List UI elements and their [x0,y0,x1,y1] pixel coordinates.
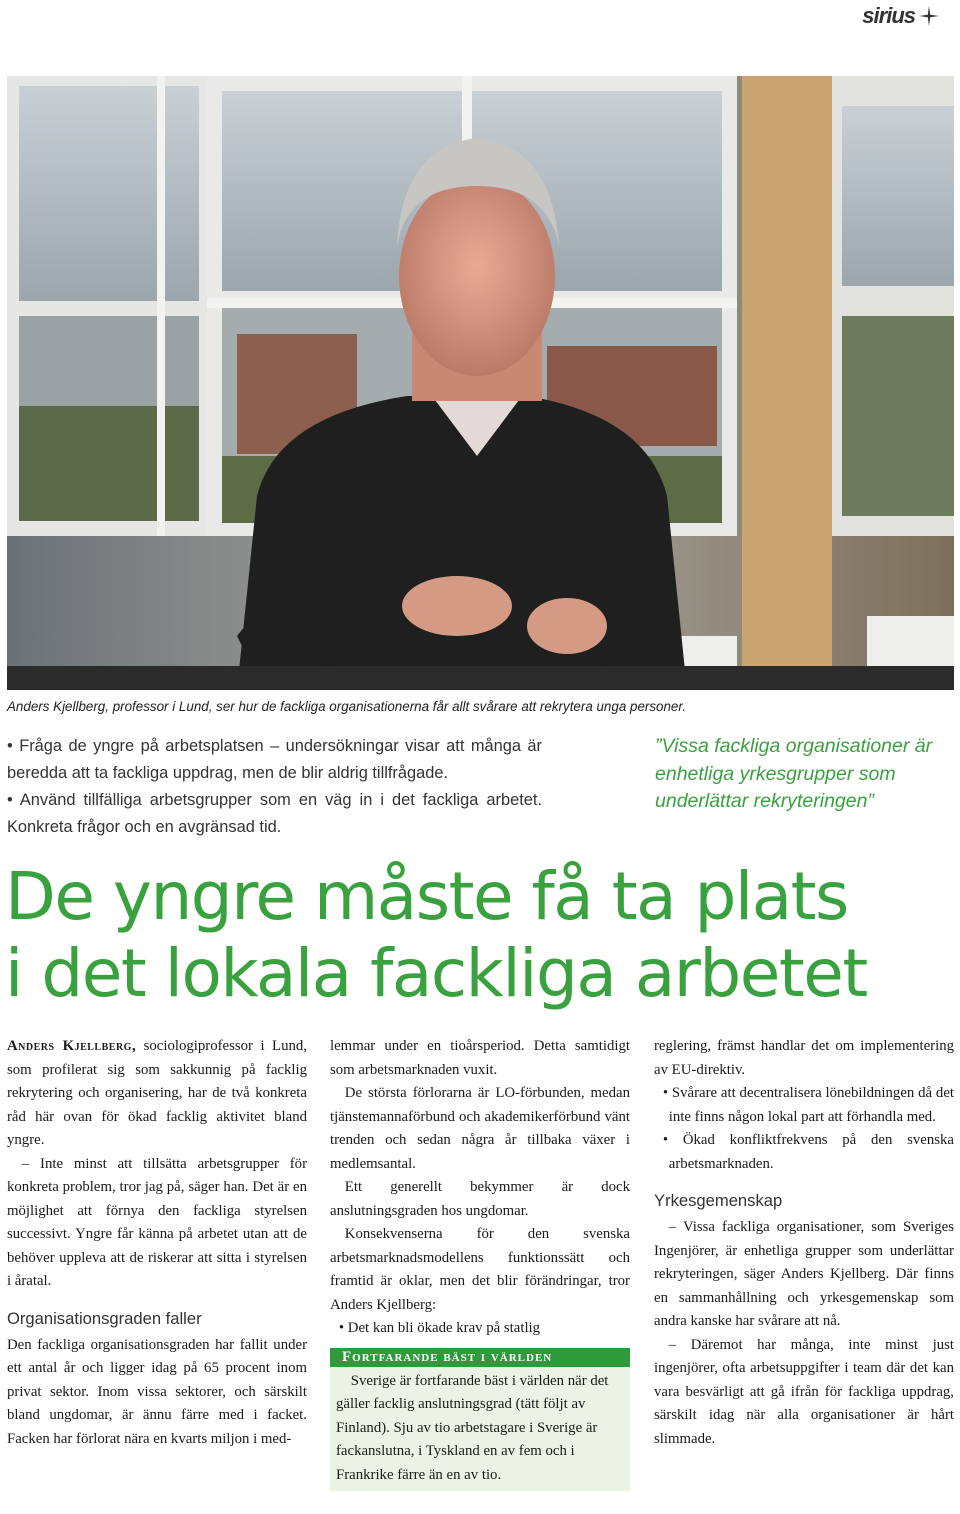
headline [5,858,955,1012]
paragraph-text: sociologiprofessor i Lund, som profilerat sig som sakkunnig på facklig rekrytering och organisering, har de två konkreta råd här ovan för ökad facklig aktivitet bland yngre. [7,1038,307,1148]
pull-quote: ”Vissa fackliga organisationer är enhetliga yrkesgrupper som underlättar rekryteringen” [655,735,933,812]
paragraph [7,1035,307,1153]
paragraph: lemmar under en tioårsperiod. Detta samtidigt som arbetsmarknaden vuxit. [330,1038,630,1078]
article-column-3 [654,1035,954,1451]
article-column-2 [330,1035,630,1491]
tip-text: Använd tillfälliga arbetsgrupper som en väg in i det fackliga arbetet. Konkreta frågor och en avgränsad tid. [7,791,542,836]
subhead: Yrkesgemenskap [654,1191,783,1210]
paragraph: – Vissa fackliga organisationer, som Sveriges Ingenjörer, är enhetliga grupper som underlättar rekryteringen, säger Anders Kjellberg. Där finns en sammanhållning och yrkesgemenskap som andra kanske har svårare att nå. [654,1219,954,1329]
paragraph: – Inte minst att tillsätta arbetsgrupper för konkreta problem, tror jag på, säger han. Det är en möjlighet att förnya den fackliga styrelsen successivt. Yngre får känna på arbetet utan att de behöver uppleva att de riskerar att sitta i styrelsen i åratal. [7,1155,307,1289]
article-column-1 [7,1035,307,1451]
headline-line-1: De yngre måste få ta plats [5,858,848,935]
paragraph: Ett generellt bekymmer är dock anslutningsgraden hos ungdomar. [330,1179,630,1219]
lead-name: Anders Kjellberg, [7,1038,137,1054]
paragraph: De största förlorarna är LO-förbunden, medan tjänstemannaförbund och akademikerförbund vänt trenden och sedan några år tillbaka växer i medlemsantal. [330,1085,630,1172]
paragraph: Den fackliga organisationsgraden har fallit under ett antal år och ligger idag på 65 procent inom privat sektor. Inom vissa sektorer, och särskilt bland ungdomar, är ännu färre med i facket. Facken har förlorat nära en kvarts miljon i med- [7,1336,307,1447]
logo-text: sirius [862,3,915,28]
fact-box-title: Fortfarande bäst i världen [330,1348,630,1367]
tip-text: Fråga de yngre på arbetsplatsen – undersökningar visar att många är beredda att ta fackliga uppdrag, men de blir aldrig tillfrågade. [7,737,542,782]
tip-item: • Använd tillfälliga arbetsgrupper som en väg in i det fackliga arbetet. Konkreta frågor och en avgränsad tid. [7,791,542,836]
bullet-item: • Ökad konfliktfrekvens på den svenska arbetsmarknaden. [662,1132,954,1172]
photo-caption: Anders Kjellberg, professor i Lund, ser hur de fackliga organisationerna får allt svårare att rekrytera unga personer. [7,699,687,714]
star-icon [918,5,940,27]
tips-list [7,733,542,841]
tip-item: • Fråga de yngre på arbetsplatsen – undersökningar visar att många är beredda att ta fackliga uppdrag, men de blir aldrig tillfrågade. [7,737,542,782]
sirius-logo [862,2,940,30]
bullet-item: • Svårare att decentralisera lönebildningen då det inte finns någon lokal part att förhandla med. [662,1085,954,1125]
paragraph: reglering, främst handlar det om implementering av EU-direktiv. [654,1038,954,1078]
fact-box [330,1348,630,1492]
fact-box-text: Sverige är fortfarande bäst i världen när det gäller facklig anslutningsgrad (tätt följt av Finland). Sju av tio arbetstagare i Sverige är fackanslutna, i Tyskland en av fem och i Frankrike färre än en av tio. [336,1372,609,1483]
paragraph: – Däremot har många, inte minst just ingenjörer, ofta arbetsuppgifter i team där det kan vara besvärligt att gå ifrån för fackliga uppdrag, särskilt idag när alla organisationer är hårt slimmade. [654,1336,954,1447]
bullet-item: • Det kan bli ökade krav på statlig [338,1320,541,1336]
subhead: Organisationsgraden faller [7,1308,202,1328]
portrait-photo [7,76,954,690]
paragraph: Konsekvenserna för den svenska arbetsmarknadsmodellens funktionssätt och framtid är oklar, men det blir förändringar, tror Anders Kjellberg: [330,1226,630,1313]
headline-line-2: i det lokala fackliga arbetet [5,935,867,1012]
